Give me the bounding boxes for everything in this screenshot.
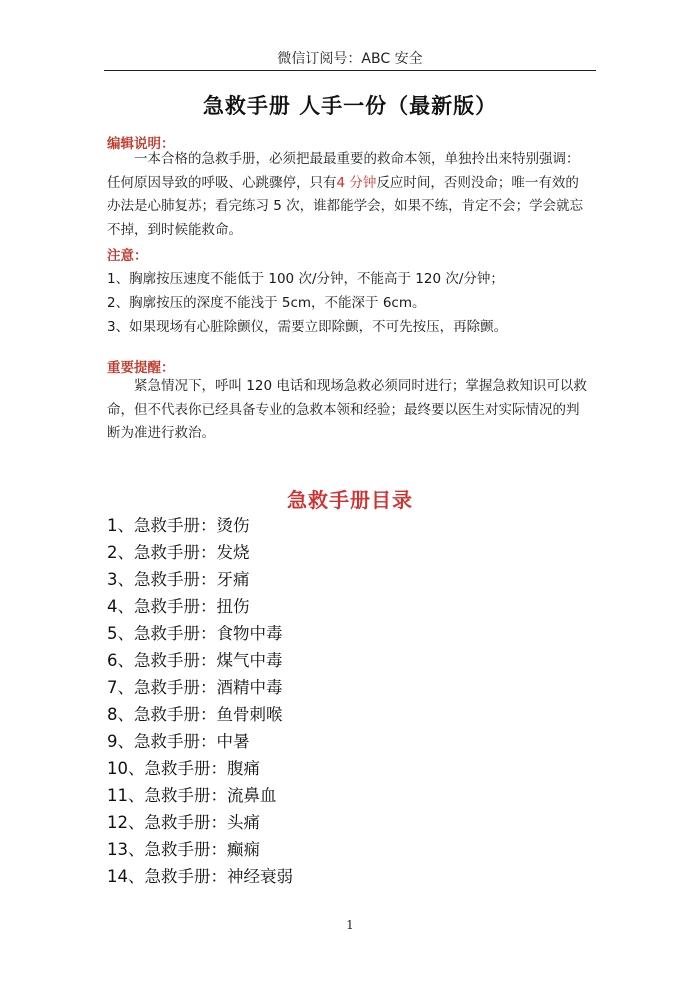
toc-item: 11、急救手册：流鼻血 — [107, 786, 277, 805]
toc-item: 1、急救手册：烫伤 — [107, 516, 250, 535]
toc-item: 3、急救手册：牙痛 — [107, 570, 250, 589]
header-divider — [104, 70, 596, 71]
editor-note-paragraph — [107, 148, 597, 242]
editor-note-line-4: 不掉，到时候能救命。 — [107, 221, 242, 238]
caution-item: 2、胸廓按压的深度不能浅于 5cm，不能深于 6cm。 — [107, 295, 426, 311]
reminder-paragraph — [107, 375, 597, 446]
toc-item: 10、急救手册：腹痛 — [107, 759, 260, 778]
toc-item: 6、急救手册：煤气中毒 — [107, 651, 283, 670]
caution-item: 3、如果现场有心脏除颤仪，需要立即除颤，不可先按压，再除颤。 — [107, 319, 508, 335]
toc-item: 4、急救手册：扭伤 — [107, 597, 250, 616]
toc-item: 14、急救手册：神经衰弱 — [107, 867, 293, 886]
caution-item: 1、胸廓按压速度不能低于 100 次/分钟，不能高于 120 次/分钟； — [107, 271, 504, 287]
document-title: 急救手册 人手一份（最新版） — [202, 94, 498, 118]
toc-item: 5、急救手册：食物中毒 — [107, 624, 283, 643]
reminder-label: 重要提醒： — [107, 360, 175, 376]
page-number: 1 — [346, 918, 354, 932]
editor-note-label: 编辑说明： — [107, 136, 175, 152]
highlight-4-minutes: 4 分钟 — [336, 174, 377, 191]
editor-note-line-2b: 反应时间，否则没命；唯一有效的 — [376, 174, 579, 191]
toc-item: 7、急救手册：酒精中毒 — [107, 678, 283, 697]
toc-item: 12、急救手册：头痛 — [107, 813, 260, 832]
toc-title: 急救手册目录 — [287, 488, 413, 512]
editor-note-line-2a: 任何原因导致的呼吸、心跳骤停，只有 — [107, 174, 337, 191]
toc-list — [107, 512, 293, 890]
caution-label: 注意： — [107, 248, 148, 264]
reminder-line-1: 紧急情况下，呼叫 120 电话和现场急救必须同时进行；掌握急救知识可以救 — [134, 378, 587, 394]
editor-note-line-3: 办法是心肺复苏；看完练习 5 次，谁都能学会，如果不练，肯定不会；学会就忘 — [107, 198, 584, 214]
editor-note-line-1: 一本合格的急救手册，必须把最最重要的救命本领，单独拎出来特别强调： — [134, 151, 580, 167]
reminder-line-2: 命，但不代表你已经具备专业的急救本领和经验；最终要以医生对实际情况的判 — [107, 401, 580, 418]
toc-item: 9、急救手册：中暑 — [107, 732, 250, 751]
toc-item: 13、急救手册：癫痫 — [107, 840, 260, 859]
reminder-line-3: 断为准进行救治。 — [107, 425, 215, 441]
toc-item: 2、急救手册：发烧 — [107, 543, 250, 562]
page-header: 微信订阅号：ABC 安全 — [277, 51, 423, 67]
toc-item: 8、急救手册：鱼骨刺喉 — [107, 705, 283, 724]
